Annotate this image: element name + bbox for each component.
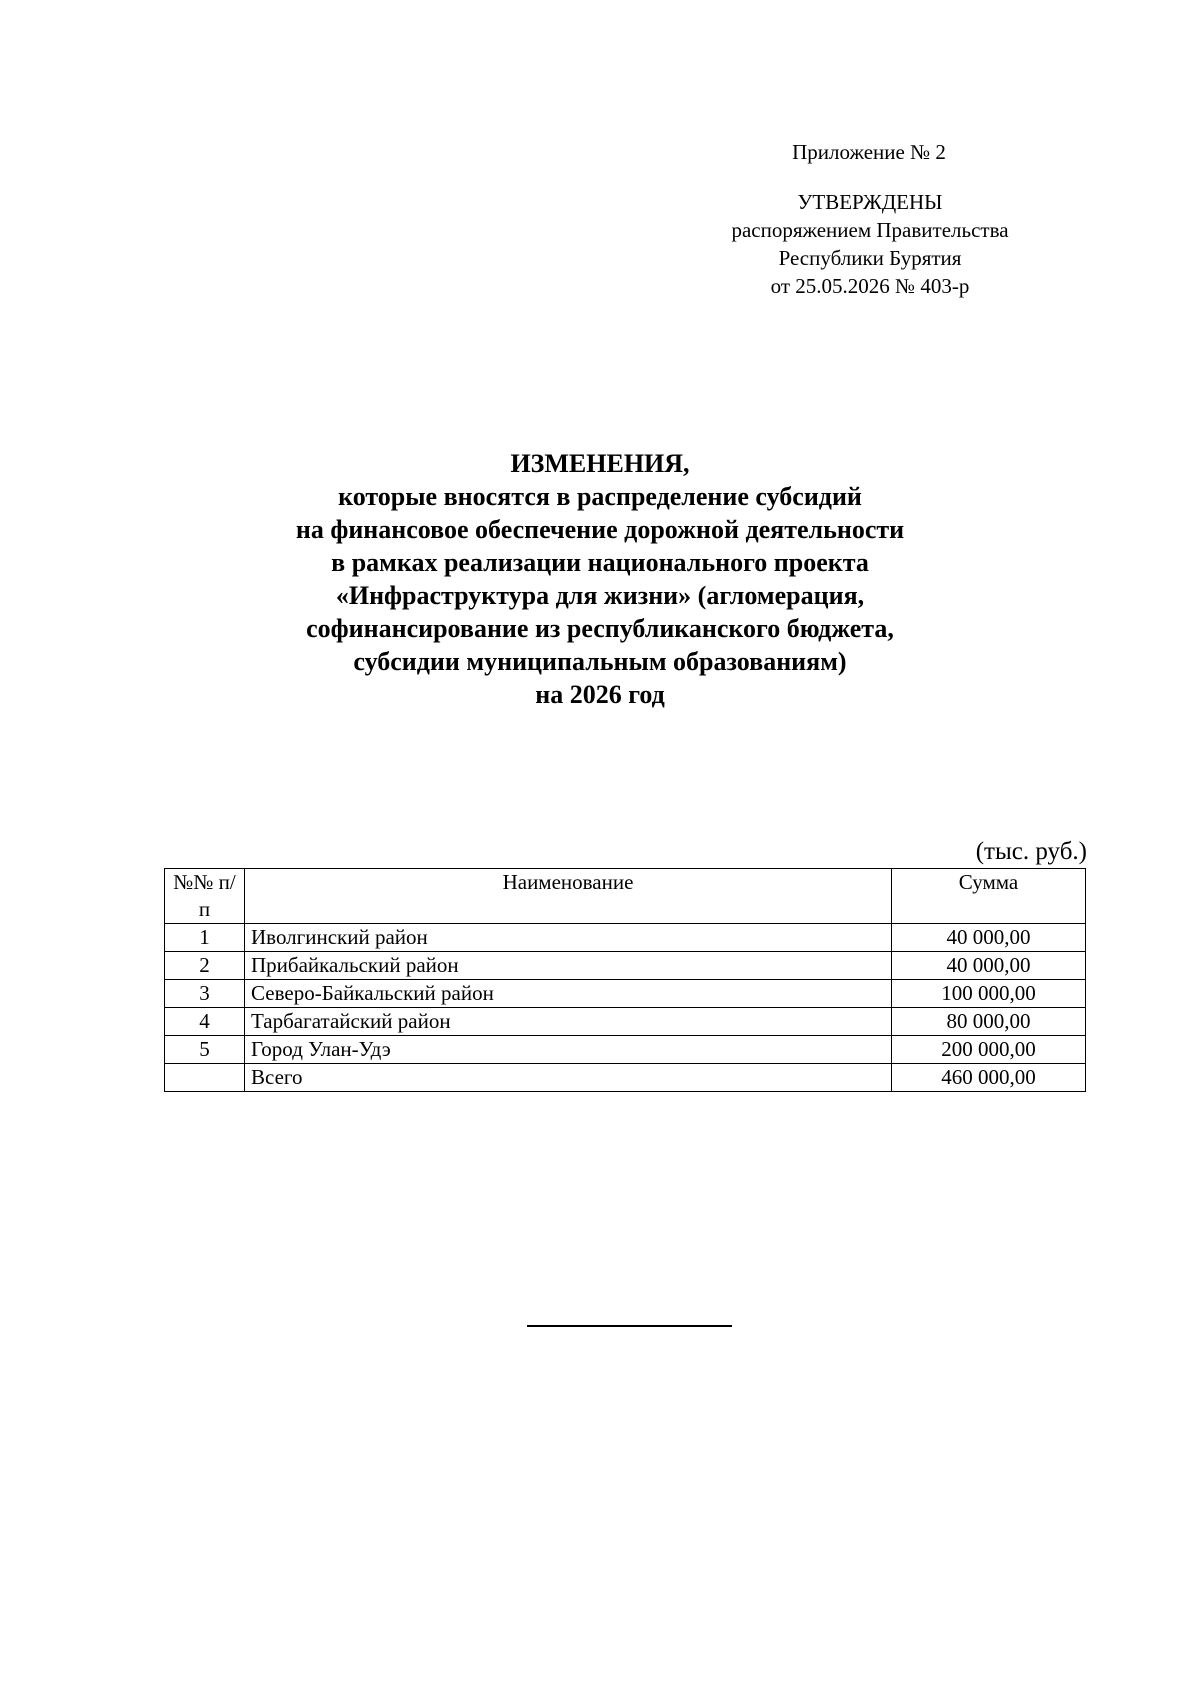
approval-date-line: от 25.05.2026 № 403-р [770,274,970,298]
approval-line: Республики Бурятия [778,246,962,270]
row-name: Прибайкальский район [245,952,892,980]
closing-line [527,1325,732,1327]
distribution-table [164,868,1086,1092]
title-line: субсидии муниципальным образованиям) [353,647,847,676]
row-sum: 40 000,00 [892,952,1086,980]
row-number: 2 [165,952,245,980]
approval-line: распоряжением Правительства [731,218,1009,242]
title-line: которые вносятся в распределение субсидий [338,482,862,511]
row-number: 4 [165,1008,245,1036]
header-name: Наименование [245,869,892,924]
document-title [100,447,1100,711]
row-sum: 200 000,00 [892,1036,1086,1064]
row-number [165,1064,245,1092]
header-sum: Сумма [892,869,1086,924]
row-name: Тарбагатайский район [245,1008,892,1036]
table-header-row [165,869,1086,924]
title-line: ИЗМЕНЕНИЯ, [510,449,690,478]
total-sum: 460 000,00 [892,1064,1086,1092]
row-number: 3 [165,980,245,1008]
title-line: «Инфраструктура для жизни» (агломерация, [335,581,865,610]
table-row [165,952,1086,980]
row-sum: 100 000,00 [892,980,1086,1008]
units-label: (тыс. руб.) [975,838,1087,865]
row-number: 5 [165,1036,245,1064]
title-line: в рамках реализации национального проекта [331,548,869,577]
row-number: 1 [165,924,245,952]
row-name: Северо-Байкальский район [245,980,892,1008]
approval-line: УТВЕРЖДЕНЫ [797,190,943,214]
title-line: на 2026 год [535,680,665,709]
title-line: на финансовое обеспечение дорожной деятельности [295,515,905,544]
table-row [165,924,1086,952]
title-line: софинансирование из республиканского бюджета, [306,614,894,643]
table-row [165,1036,1086,1064]
table-total-row [165,1064,1086,1092]
table-row [165,1008,1086,1036]
row-name: Город Улан-Удэ [245,1036,892,1064]
row-name: Иволгинский район [245,924,892,952]
table-row [165,980,1086,1008]
row-sum: 80 000,00 [892,1008,1086,1036]
total-label: Всего [245,1064,892,1092]
row-sum: 40 000,00 [892,924,1086,952]
appendix-number: Приложение № 2 [792,140,946,164]
appendix-block [680,138,1060,300]
header-number: №№ п/п [165,869,245,924]
approval-stamp [680,188,1060,300]
